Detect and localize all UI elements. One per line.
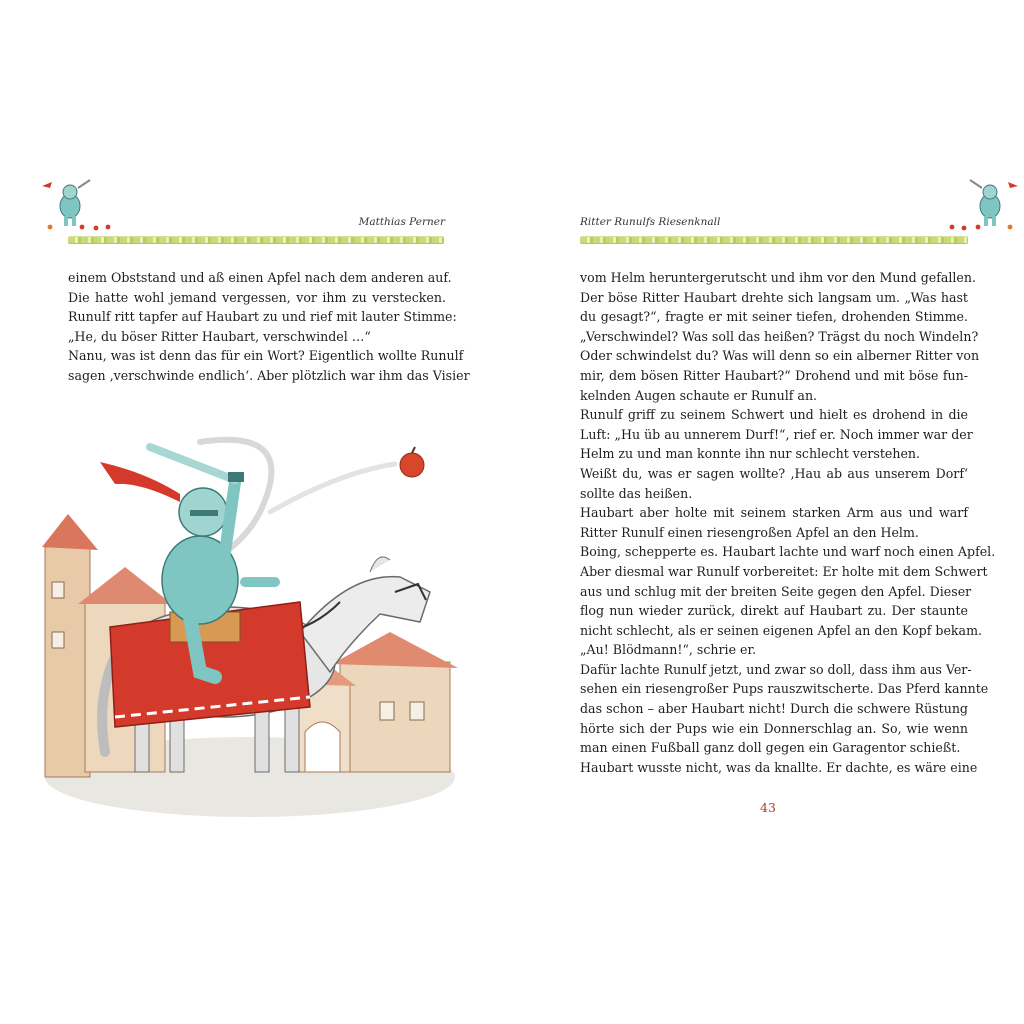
text-line: sehen ein riesengroßer Pups rauszwitscherte. Das Pferd kannte <box>580 681 989 697</box>
page-number: 43 <box>760 800 776 815</box>
text-line: Helm zu und man konnte ihn nur schlecht verstehen. <box>580 446 921 462</box>
text-line: kelnden Augen schaute er Runulf an. <box>580 387 818 403</box>
text-line: Aber diesmal war Runulf vorbereitet: Er holte mit dem Schwert <box>580 563 988 579</box>
text-line: Ritter Runulf einen riesengroßen Apfel an den Helm. <box>580 524 919 540</box>
text-line: Oder schwindelst du? Was will denn so ein alberner Ritter von <box>580 348 980 364</box>
text-line: „Verschwindel? Was soll das heißen? Trägst du noch Windeln? <box>580 328 979 344</box>
text-line: Haubart wusste nicht, was da knallte. Er dachte, es wäre eine <box>580 759 978 775</box>
text-line: einem Obststand und aß einen Apfel nach dem anderen auf. <box>68 270 452 285</box>
text-line: das schon – aber Haubart nicht! Durch die schwere Rüstung <box>580 701 968 717</box>
text-line: Runulf ritt tapfer auf Haubart zu und rief mit lauter Stimme: <box>68 309 457 325</box>
header-rule <box>68 236 444 244</box>
text-line: vom Helm heruntergerutscht und ihm vor den Mund gefallen. <box>580 270 976 285</box>
text-line: Runulf griff zu seinem Schwert und hielt es drohend in die <box>580 407 968 423</box>
header-rule <box>580 236 968 244</box>
text-line: du gesagt?“, fragte er mit seiner tiefen, drohenden Stimme. <box>580 309 968 325</box>
running-head-title: Ritter Runulfs Riesenknall <box>580 216 721 228</box>
text-line: Dafür lachte Runulf jetzt, und zwar so doll, dass ihm aus Ver- <box>580 661 972 677</box>
running-head-author: Matthias Perner <box>358 216 445 228</box>
knight-mascot-icon <box>38 178 128 234</box>
knight-mascot-icon <box>932 178 1022 234</box>
text-line: flog nun wieder zurück, direkt auf Haubart zu. Der staunte <box>580 603 968 619</box>
right-page <box>512 0 1024 1024</box>
text-line: „Au! Blödmann!“, schrie er. <box>580 642 757 658</box>
text-line: sollte das heißen. <box>580 485 693 501</box>
text-line: Der böse Ritter Haubart drehte sich langsam um. „Was hast <box>580 289 968 305</box>
text-line: sagen ‚verschwinde endlich‘. Aber plötzlich war ihm das Visier <box>68 367 470 383</box>
text-line: mir, dem bösen Ritter Haubart?“ Drohend und mit böse fun- <box>580 367 968 383</box>
knight-on-horse-illustration <box>40 432 460 828</box>
text-line: nicht schlecht, als er seinen eigenen Apfel an den Kopf bekam. <box>580 622 983 638</box>
right-body-text <box>580 268 996 777</box>
text-line: man einen Fußball ganz doll gegen ein Garagentor schießt. <box>580 740 961 756</box>
text-line: „He, du böser Ritter Haubart, verschwindel …“ <box>68 328 371 344</box>
text-line: aus und schlug mit der breiten Seite gegen den Apfel. Dieser <box>580 583 972 599</box>
text-line: Boing, schepperte es. Haubart lachte und warf noch einen Apfel. <box>580 544 996 560</box>
text-line: hörte sich der Pups wie ein Donnerschlag an. So, wie wenn <box>580 720 968 736</box>
text-line: Die hatte wohl jemand vergessen, vor ihm zu verstecken. <box>68 289 446 305</box>
left-body-text <box>68 268 470 386</box>
text-line: Nanu, was ist denn das für ein Wort? Eigentlich wollte Runulf <box>68 348 464 364</box>
text-line: Haubart aber holte mit seinem starken Arm aus und warf <box>580 505 968 521</box>
text-line: Weißt du, was er sagen wollte? ‚Hau ab aus unserem Dorf‘ <box>580 465 968 481</box>
text-line: Luft: „Hu üb au unnerem Durf!“, rief er. Noch immer war der <box>580 426 973 442</box>
